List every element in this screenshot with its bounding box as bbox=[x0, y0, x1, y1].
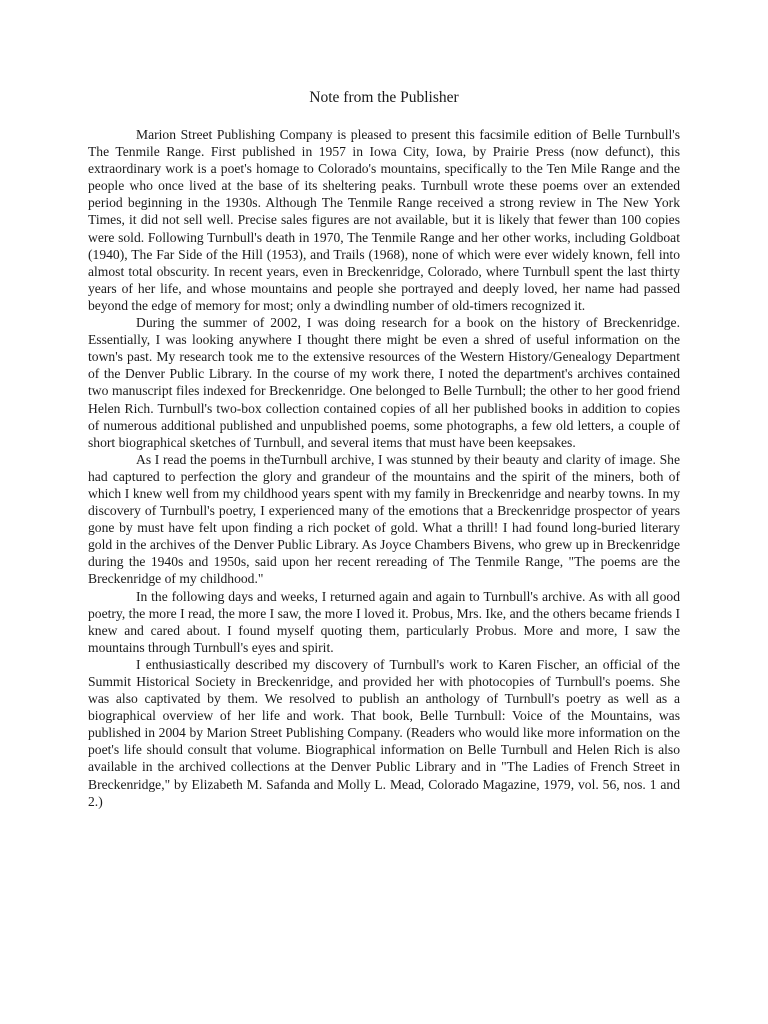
paragraph-research: During the summer of 2002, I was doing research for a book on the history of Breckenridge. Essentially, I was looking anywhere I thought there might be even a shred of useful information on the town's past. My research took me to the extensive resources of the Western History/Genealogy Department of the Denver Public Library. In the course of my work there, I noted the department's archives contained two manuscript files indexed for Breckenridge. One belonged to Belle Turnbull; the other to her good friend Helen Rich. Turnbull's two-box collection contained copies of all her published books in addition to copies of numerous additional published and unpublished poems, some photographs, a few old letters, a couple of short biographical sketches of Turnbull, and several items that must have been keepsakes. bbox=[88, 315, 680, 450]
paragraph-intro: Marion Street Publishing Company is pleased to present this facsimile edition of Belle Turnbull's The Tenmile Range. First published in 1957 in Iowa City, Iowa, by Prairie Press (now defunct), this extraordinary work is a poet's homage to Colorado's mountains, specifically to the Ten Mile Range and the people who once lived at the base of its sheltering peaks. Turnbull wrote these poems over an extended period beginning in the 1930s. Although The Tenmile Range received a strong review in The New York Times, it did not sell well. Precise sales figures are not available, but it is likely that fewer than 100 copies were sold. Following Turnbull's death in 1970, The Tenmile Range and her other works, including Goldboat (1940), The Far Side of the Hill (1953), and Trails (1968), none of which were ever widely known, fell into almost total obscurity. In recent years, even in Breckenridge, Colorado, where Turnbull spent the last thirty years of her life, and whose mountains and people she portrayed and deeply loved, her name had passed beyond the edge of memory for most; only a dwindling number of old-timers recognized it. bbox=[88, 127, 680, 313]
document-page bbox=[88, 88, 680, 810]
paragraph-return: In the following days and weeks, I returned again and again to Turnbull's archive. As with all good poetry, the more I read, the more I saw, the more I loved it. Probus, Mrs. Ike, and the others became friends I knew and cared about. I found myself quoting them, particularly Probus. More and more, I saw the mountains through Turnbull's eyes and spirit. bbox=[88, 588, 680, 655]
page-title: Note from the Publisher bbox=[309, 89, 459, 106]
paragraph-discovery: As I read the poems in theTurnbull archive, I was stunned by their beauty and clarity of image. She had captured to perfection the glory and grandeur of the mountains and the spirit of the miners, both of which I knew well from my childhood years spent with my family in Breckenridge and nearby towns. In my discovery of Turnbull's poetry, I experienced many of the emotions that a Breckenridge prospector of years gone by must have felt upon finding a rich pocket of gold. What a thrill! I had found long-buried literary gold in the archives of the Denver Public Library. As Joyce Chambers Bivens, who grew up in Breckenridge during the 1940s and 1950s, said upon her recent rereading of The Tenmile Range, "The poems are the Breckenridge of my childhood." bbox=[88, 451, 680, 587]
paragraph-publication: I enthusiastically described my discovery of Turnbull's work to Karen Fischer, an official of the Summit Historical Society in Breckenridge, and provided her with photocopies of Turnbull's poems. She was also captivated by them. We resolved to publish an anthology of Turnbull's poetry as well as a biographical overview of her life and work. That book, Belle Turnbull: Voice of the Mountains, was published in 2004 by Marion Street Publishing Company. (Readers who would like more information on the poet's life should consult that volume. Biographical information on Belle Turnbull and Helen Rich is also available in the archived collections at the Denver Public Library and in "The Ladies of French Street in Breckenridge," by Elizabeth M. Safanda and Molly L. Mead, Colorado Magazine, 1979, vol. 56, nos. 1 and 2.) bbox=[88, 656, 680, 809]
